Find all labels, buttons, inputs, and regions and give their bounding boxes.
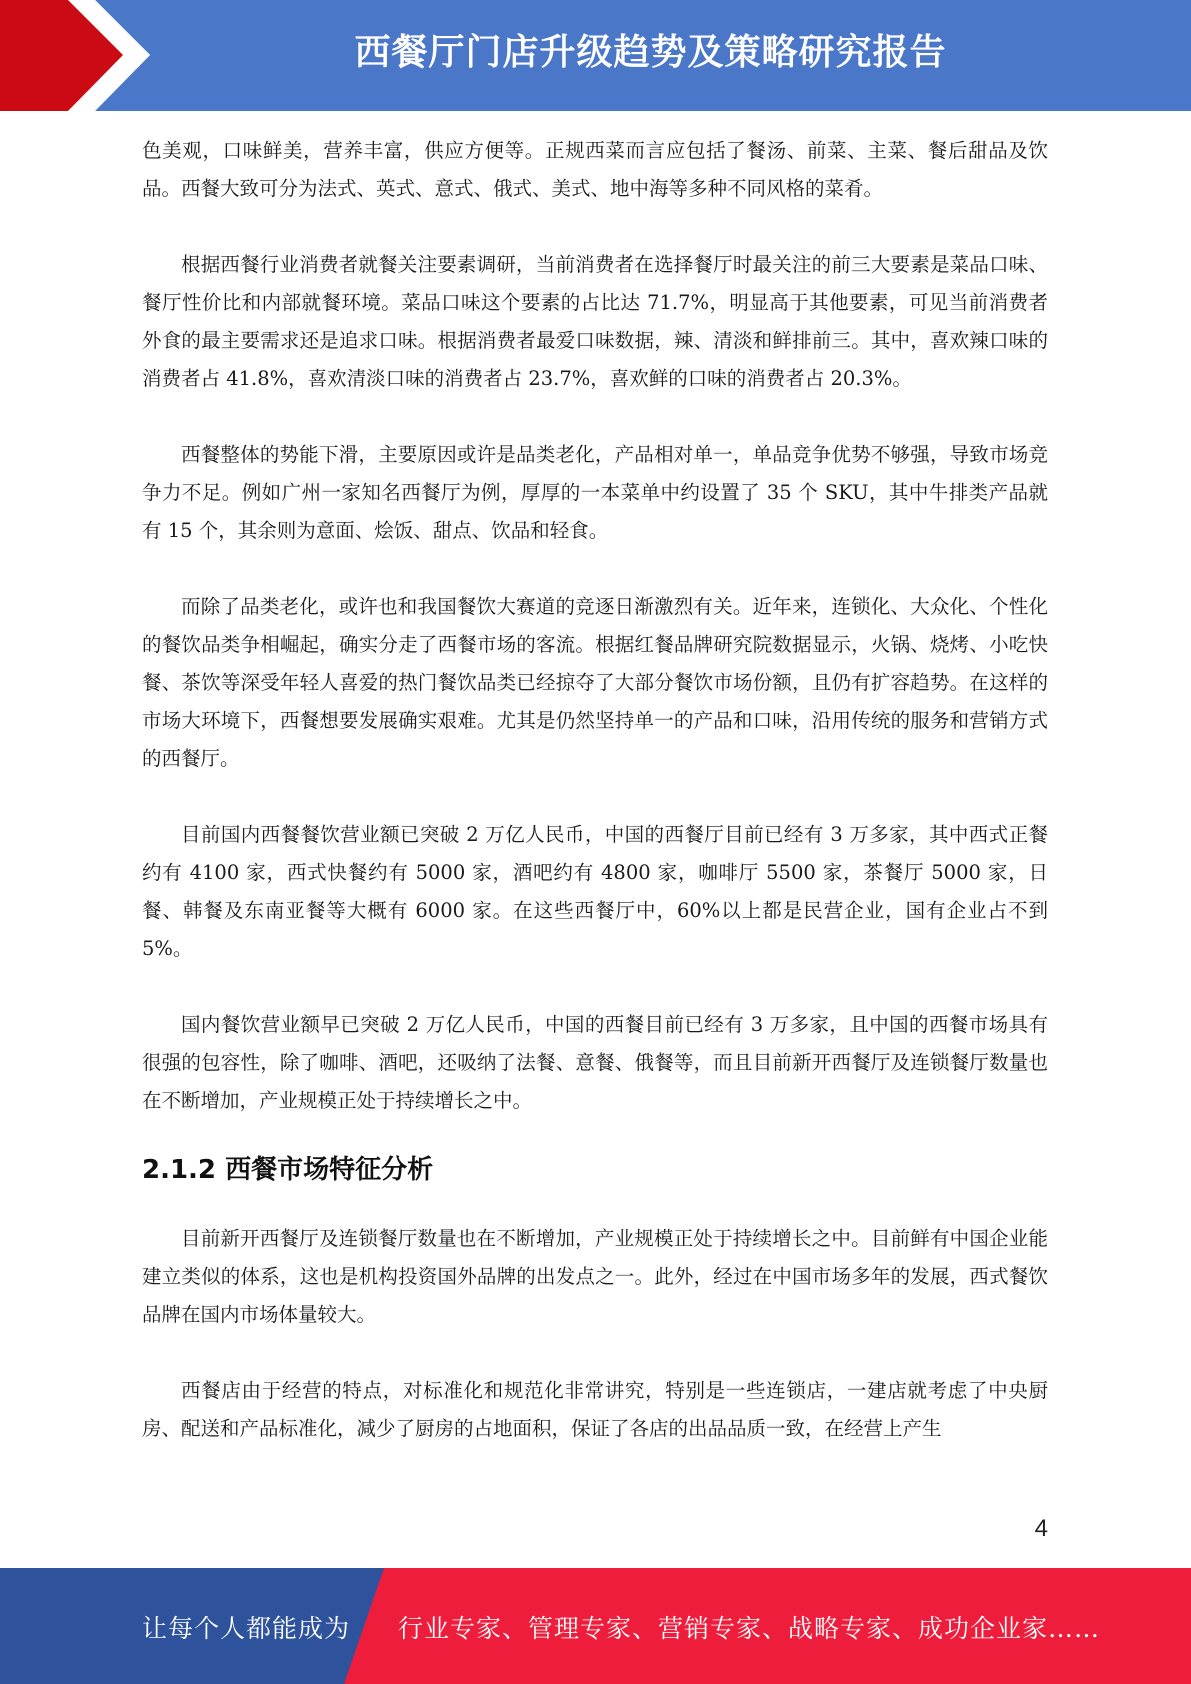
paragraph: 国内餐饮营业额早已突破 2 万亿人民币，中国的西餐目前已经有 3 万多家，且中国的西餐市场具有很强的包容性，除了咖啡、酒吧，还吸纳了法餐、意餐、俄餐等，而且目前新开西餐厅及连锁餐厅数量也在不断增加，产业规模正处于持续增长之中。 [142,1013,1048,1112]
paragraph: 根据西餐行业消费者就餐关注要素调研，当前消费者在选择餐厅时最关注的前三大要素是菜品口味、餐厅性价比和内部就餐环境。菜品口味这个要素的占比达 71.7%，明显高于其他要素，可见当前消费者外食的最主要需求还是追求口味。根据消费者最爱口味数据，辣、清淡和鲜排前三。其中，喜欢辣口味的消费者占 41.8%，喜欢清淡口味的消费者占 23.7%，喜欢鲜的口味的消费者占 20.3%。 [142,253,1048,390]
paragraph: 目前国内西餐餐饮营业额已突破 2 万亿人民币，中国的西餐厅目前已经有 3 万多家，其中西式正餐约有 4100 家，西式快餐约有 5000 家，酒吧约有 4800 家，咖啡厅 5500 家，茶餐厅 5000 家，日餐、韩餐及东南亚餐等大概有 6000 家。在这些西餐厅中，60%以上都是民营企业，国有企业占不到 5%。 [142,823,1048,960]
page-content [142,132,1048,1448]
paragraph: 西餐店由于经营的特点，对标准化和规范化非常讲究，特别是一些连锁店，一建店就考虑了中央厨房、配送和产品标准化，减少了厨房的占地面积，保证了各店的出品品质一致，在经营上产生 [142,1379,1048,1440]
report-title: 西餐厅门店升级趋势及策略研究报告 [354,32,947,73]
paragraph: 而除了品类老化，或许也和我国餐饮大赛道的竞逐日渐激烈有关。近年来，连锁化、大众化、个性化的餐饮品类争相崛起，确实分走了西餐市场的客流。根据红餐品牌研究院数据显示，火锅、烧烤、小吃快餐、茶饮等深受年轻人喜爱的热门餐饮品类已经掠夺了大部分餐饮市场份额，且仍有扩容趋势。在这样的市场大环境下，西餐想要发展确实艰难。尤其是仍然坚持单一的产品和口味，沿用传统的服务和营销方式的西餐厅。 [142,595,1048,770]
paragraph: 色美观，口味鲜美，营养丰富，供应方便等。正规西菜而言应包括了餐汤、前菜、主菜、餐后甜品及饮品。西餐大致可分为法式、英式、意式、俄式、美式、地中海等多种不同风格的菜肴。 [142,139,1048,200]
page-footer [0,1568,1191,1684]
paragraph: 目前新开西餐厅及连锁餐厅数量也在不断增加，产业规模正处于持续增长之中。目前鲜有中国企业能建立类似的体系，这也是机构投资国外品牌的出发点之一。此外，经过在中国市场多年的发展，西式餐饮品牌在国内市场体量较大。 [142,1227,1048,1326]
red-chevron-icon [0,0,160,111]
paragraph: 西餐整体的势能下滑，主要原因或许是品类老化，产品相对单一，单品竞争优势不够强，导致市场竞争力不足。例如广州一家知名西餐厅为例，厚厚的一本菜单中约设置了 35 个 SKU，其中牛排类产品就有 15 个，其余则为意面、烩饭、甜点、饮品和轻食。 [142,443,1048,542]
footer-slogan-left: 让每个人都能成为 [142,1614,351,1643]
page-header [0,0,1191,111]
footer-slogan-right: 行业专家、管理专家、营销专家、战略专家、成功企业家…… [398,1614,1101,1643]
page-number: 4 [1034,1515,1048,1542]
section-heading: 2.1.2 西餐市场特征分析 [142,1155,434,1185]
